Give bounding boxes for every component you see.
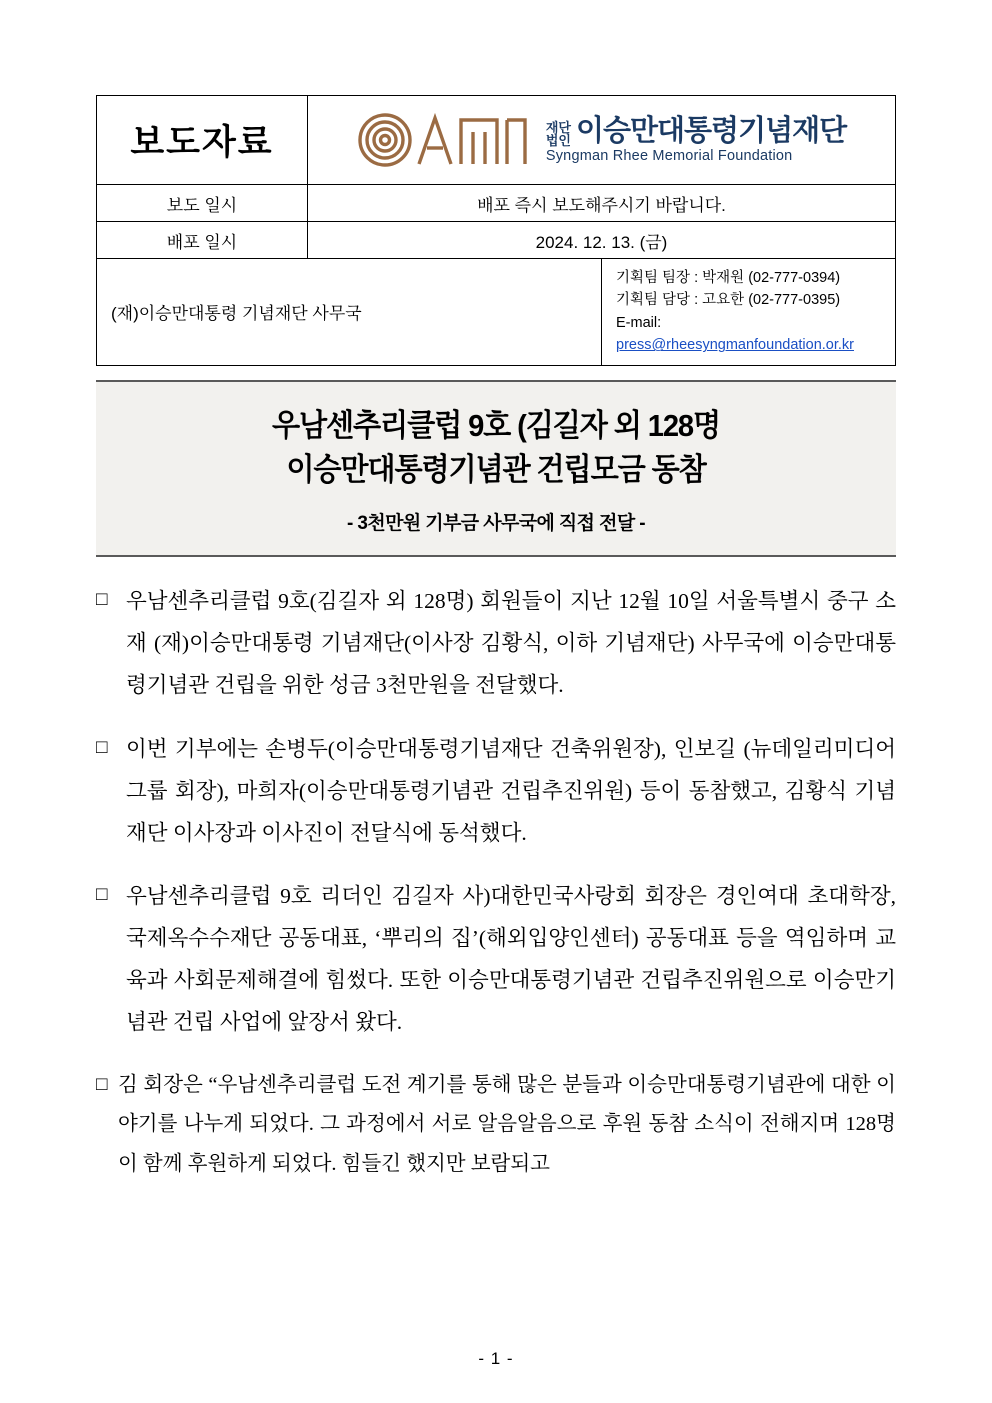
doc-type-cell [97,96,308,185]
email-label: E-mail: [616,314,662,331]
header-top-row [97,96,896,185]
oam-circles-logo-icon [357,112,532,168]
paragraph-bullet-icon: □ [96,588,108,610]
paragraph-text: 우남센추리클럽 9호 리더인 김길자 사)대한민국사랑회 회장은 경인여대 초대학장, 국제옥수수재단 공동대표, ‘뿌리의 집’(해외입양인센터) 공동대표 등을 역임하며 교육과 사회문제해결에 힘썼다. 또한 이승만대통령기념관 건립추진위원으로 이승만기념관 건립 사업에 앞장서 왔다. [126,884,896,1035]
release-date-label: 보도 일시 [97,185,308,222]
headline-band [96,380,896,557]
release-date-row [97,185,896,222]
paragraph-bullet-icon: □ [96,1074,108,1096]
logo-foundation-type [546,121,571,147]
contact-line-1: 기획팀 팀장 : 박재원 (02-777-0394) [616,270,841,286]
distribution-date-value: 2024. 12. 13. (금) [308,222,896,259]
contact-email-line [616,312,885,357]
logo-type-line1: 재단 [545,119,571,135]
distribution-date-label: 배포 일시 [97,222,308,259]
contact-info [602,259,896,366]
headline-line-2: 이승만대통령기념관 건립모금 동참 [286,451,706,487]
release-date-value: 배포 즉시 보도해주시기 바랍니다. [308,185,896,222]
doc-type-label: 보도자료 [130,123,274,162]
paragraph-text: 김 회장은 “우남센추리클럽 도전 계기를 통해 많은 분들과 이승만대통령기념관에 대한 이야기를 나누게 되었다. 그 과정에서 서로 알음알음으로 후원 동참 소식이 전해지며 128명이 함께 후원하게 되었다. 힘들긴 했지만 보람되고 [118,1074,896,1175]
paragraph [96,581,896,707]
logo-cell [308,96,896,185]
headline-line-1: 우남센추리클럽 9호 (김길자 외 128명 [271,407,721,443]
contact-line-2: 기획팀 담당 : 고요한 (02-777-0395) [616,292,841,309]
paragraph [96,876,896,1044]
paragraph-bullet-icon: □ [96,736,108,758]
paragraph [96,729,896,855]
body-content [96,581,896,1184]
office-name: (재)이승만대통령 기념재단 사무국 [97,259,602,366]
logo-korean-name: 이승만대통령기념재단 [575,115,847,148]
logo-english-name: Syngman Rhee Memorial Foundation [545,147,793,164]
paragraph [96,1066,896,1184]
email-link[interactable]: press@rheesyngmanfoundation.or.kr [616,337,854,354]
subheadline: - 3천만원 기부금 사무국에 직접 전달 - [346,512,646,534]
page-number: - 1 - [478,1349,514,1368]
contact-row [97,259,896,366]
paragraph-text: 이번 기부에는 손병두(이승만대통령기념재단 건축위원장), 인보길 (뉴데일리미디어그룹 회장), 마희자(이승만대통령기념관 건립추진위원) 등이 동참했고, 김황식 기념재단 이사장과 이사진이 전달식에 동석했다. [126,736,896,845]
paragraph-bullet-icon: □ [96,884,108,906]
distribution-date-row [97,222,896,259]
paragraph-text: 우남센추리클럽 9호(김길자 외 128명) 회원들이 지난 12월 10일 서울특별시 중구 소재 (재)이승만대통령 기념재단(이사장 김황식, 이하 기념재단) 사무국에 이승만대통령기념관 건립을 위한 성금 3천만원을 전달했다. [126,588,896,697]
logo-type-line2: 법인 [545,132,571,148]
headline [120,404,872,492]
press-release-header-table [96,95,896,366]
